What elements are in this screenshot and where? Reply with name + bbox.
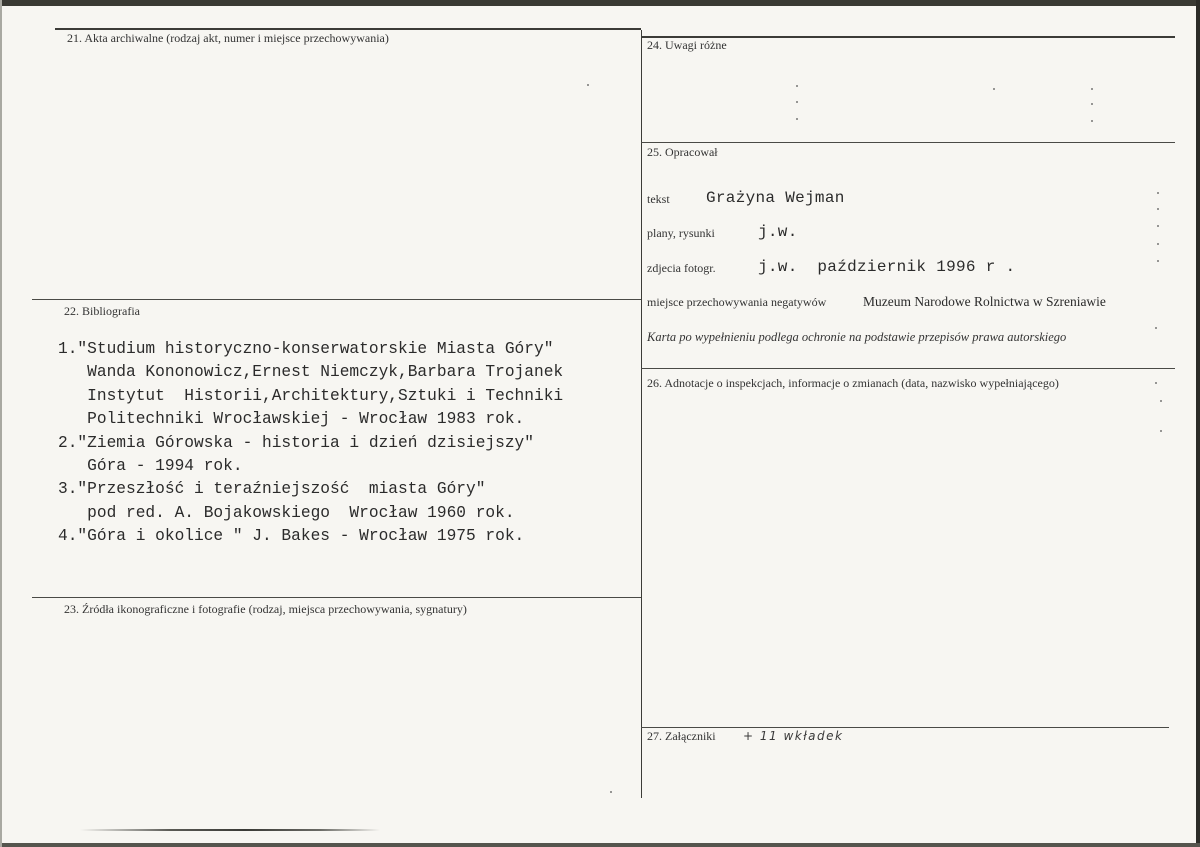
- scan-speck: [1091, 103, 1093, 105]
- section-27-handwritten-value: + 11 wkładek: [743, 729, 844, 743]
- bibliography-line: Instytut Historii,Architektury,Sztuki i Techniki: [58, 386, 564, 405]
- section-22-label: 22. Bibliografia: [64, 304, 140, 318]
- scan-speck: [796, 118, 798, 120]
- rule-24-25: [641, 142, 1175, 143]
- scan-speck: [1160, 430, 1162, 432]
- rule-21-22: [32, 299, 641, 300]
- tekst-value: Grażyna Wejman: [706, 189, 845, 207]
- scan-speck: [1157, 243, 1159, 245]
- section-24-field[interactable]: [645, 56, 1170, 138]
- rule-bottom-smudge: [80, 829, 380, 831]
- scan-speck: [610, 791, 612, 793]
- section-23-label: 23. Źródła ikonograficzne i fotografie (rodzaj, miejsca przechowywania, sygnatury): [64, 602, 467, 616]
- scan-speck: [796, 85, 798, 87]
- plany-label: plany, rysunki: [647, 226, 715, 240]
- scan-speck: [796, 101, 798, 103]
- copyright-note: Karta po wypełnieniu podlega ochronie na podstawie przepisów prawa autorskiego: [647, 330, 1067, 344]
- bibliography-line: Wanda Kononowicz,Ernest Niemczyk,Barbara Trojanek: [58, 363, 564, 382]
- scan-edge-left: [0, 0, 2, 847]
- column-divider: [641, 30, 642, 798]
- bibliography-line: Politechniki Wrocławskiej - Wrocław 1983 rok.: [58, 410, 525, 429]
- scan-edge-bottom: [0, 843, 1200, 847]
- tekst-label: tekst: [647, 192, 670, 206]
- bibliography-list: [58, 338, 563, 549]
- zdjecia-label: zdjecia fotogr.: [647, 261, 716, 275]
- section-26-field[interactable]: [645, 396, 1170, 721]
- rule-22-23: [32, 597, 641, 598]
- section-21-label: 21. Akta archiwalne (rodzaj akt, numer i miejsce przechowywania): [67, 31, 389, 45]
- rule-25-26: [641, 368, 1175, 369]
- section-27-label: 27. Załączniki: [647, 729, 716, 743]
- scan-speck: [1157, 225, 1159, 227]
- bibliography-line: 2."Ziemia Górowska - historia i dzień dzisiejszy": [58, 433, 534, 452]
- plany-value: j.w.: [758, 223, 798, 241]
- bibliography-line: 4."Góra i okolice " J. Bakes - Wrocław 1975 rok.: [58, 527, 525, 546]
- scan-speck: [1155, 382, 1157, 384]
- rule-26-27: [641, 727, 1169, 728]
- section-26-label: 26. Adnotacje o inspekcjach, informacje o zmianach (data, nazwisko wypełniającego): [647, 376, 1059, 390]
- scan-speck: [993, 88, 995, 90]
- section-23-field[interactable]: [32, 620, 632, 790]
- negatywy-value: Muzeum Narodowe Rolnictwa w Szreniawie: [863, 294, 1106, 309]
- zdjecia-value: j.w. październik 1996 r .: [758, 258, 1016, 276]
- bibliography-line: pod red. A. Bojakowskiego Wrocław 1960 rok.: [58, 503, 515, 522]
- negatywy-label: miejsce przechowywania negatywów: [647, 295, 827, 309]
- scan-speck: [1155, 327, 1157, 329]
- scan-speck: [587, 84, 589, 86]
- scan-edge-right: [1196, 0, 1200, 847]
- section-21-field[interactable]: [32, 50, 632, 295]
- scan-edge-top: [0, 0, 1200, 6]
- section-25-label: 25. Opracował: [647, 145, 718, 159]
- scan-speck: [1091, 88, 1093, 90]
- bibliography-line: Góra - 1994 rok.: [58, 457, 243, 476]
- scan-speck: [1157, 208, 1159, 210]
- scan-speck: [1157, 260, 1159, 262]
- scan-speck: [1160, 400, 1162, 402]
- scan-speck: [1157, 192, 1159, 194]
- section-24-label: 24. Uwagi różne: [647, 38, 727, 52]
- scan-speck: [1091, 120, 1093, 122]
- bibliography-line: 3."Przeszłość i teraźniejszość miasta Góry": [58, 480, 486, 499]
- bibliography-line: 1."Studium historyczno-konserwatorskie Miasta Góry": [58, 340, 554, 358]
- rule-top-left: [55, 28, 641, 30]
